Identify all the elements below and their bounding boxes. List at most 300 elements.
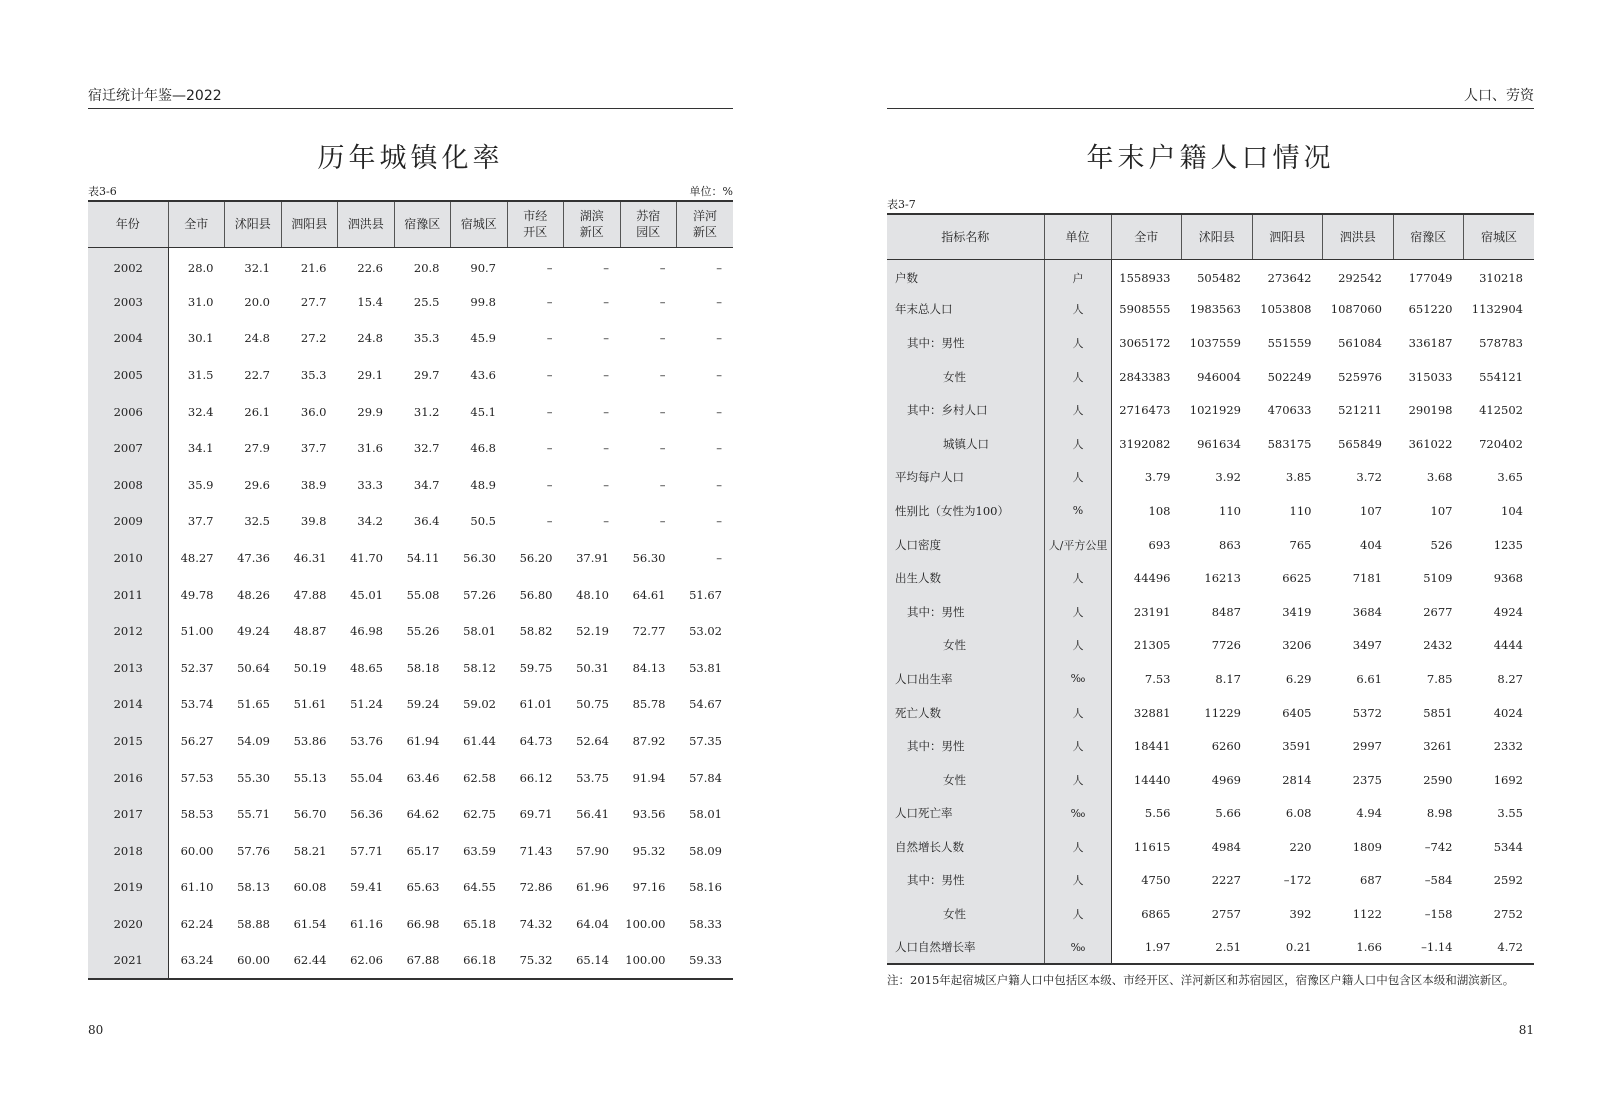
value-cell: 67.88 — [406, 953, 440, 968]
value-cell: 31.0 — [187, 294, 214, 309]
table-row — [88, 869, 733, 906]
table-number: 表3-7 — [887, 198, 916, 211]
value-cell: 58.33 — [689, 916, 722, 931]
value-cell: 5109 — [1423, 571, 1453, 586]
table-row — [88, 650, 733, 687]
value-cell: 58.01 — [463, 624, 496, 639]
value-cell: 46.31 — [293, 551, 327, 566]
section-title: 人口、劳资 — [1464, 88, 1534, 104]
column-header: 湖滨 新区 — [564, 201, 621, 247]
year-cell: 2007 — [88, 430, 168, 467]
table-title: 历年城镇化率 — [317, 143, 504, 174]
value-cell: – — [716, 260, 722, 275]
value-cell: 84.13 — [632, 660, 666, 675]
column-header: 泗阳县 — [1252, 214, 1323, 259]
indicator-name: 自然增长人数 — [887, 830, 1044, 864]
value-cell: 58.13 — [237, 880, 270, 895]
value-cell: 48.65 — [350, 660, 383, 675]
value-cell: 55.13 — [293, 770, 327, 785]
value-cell: 59.24 — [406, 697, 440, 712]
unit-cell: 人 — [1044, 293, 1111, 327]
page-number: 80 — [88, 1023, 104, 1037]
value-cell: 62.75 — [463, 807, 496, 822]
value-cell: 21.6 — [300, 260, 327, 275]
value-cell: 58.09 — [689, 843, 722, 858]
indicator-name: 出生人数 — [887, 561, 1044, 595]
column-header: 全市 — [168, 201, 225, 247]
indicator-name: 其中：男性 — [887, 864, 1044, 898]
value-cell: 58.88 — [237, 916, 270, 931]
value-cell: 273642 — [1267, 271, 1312, 286]
value-cell: 90.7 — [470, 260, 496, 275]
value-cell: 58.16 — [689, 880, 722, 895]
value-cell: 32.7 — [413, 441, 440, 456]
table-row — [887, 561, 1534, 595]
value-cell: 2997 — [1352, 739, 1382, 754]
year-cell: 2012 — [88, 613, 168, 650]
value-cell: 961634 — [1197, 436, 1241, 451]
value-cell: – — [659, 514, 666, 529]
value-cell: 3.72 — [1356, 470, 1382, 485]
value-cell: 59.41 — [350, 880, 383, 895]
value-cell: – — [546, 514, 553, 529]
value-cell: 3684 — [1352, 604, 1382, 619]
value-cell: –584 — [1424, 873, 1453, 888]
value-cell: – — [716, 331, 722, 346]
value-cell: 37.91 — [576, 551, 609, 566]
value-cell: 48.87 — [293, 624, 327, 639]
value-cell: 35.9 — [187, 477, 214, 492]
value-cell: 7.53 — [1144, 671, 1171, 686]
value-cell: 22.7 — [244, 368, 270, 383]
year-cell: 2016 — [88, 759, 168, 796]
value-cell: 91.94 — [632, 770, 666, 785]
value-cell: 7.85 — [1426, 671, 1453, 686]
column-header: 宿豫区 — [1393, 214, 1464, 259]
value-cell: 565849 — [1338, 436, 1382, 451]
value-cell: 65.17 — [406, 843, 440, 858]
value-cell: 87.92 — [632, 734, 666, 749]
value-cell: 28.0 — [187, 260, 214, 275]
value-cell: 54.67 — [689, 697, 722, 712]
value-cell: 97.16 — [632, 880, 666, 895]
value-cell: 5372 — [1352, 705, 1382, 720]
value-cell: 104 — [1501, 503, 1523, 518]
value-cell: 2677 — [1423, 604, 1453, 619]
table-row — [887, 461, 1534, 495]
column-header: 单位 — [1044, 214, 1111, 259]
table-row — [887, 864, 1534, 898]
column-header: 宿城区 — [451, 201, 508, 247]
year-cell: 2014 — [88, 686, 168, 723]
value-cell: 63.59 — [463, 843, 496, 858]
value-cell: – — [546, 404, 553, 419]
page-number: 81 — [1518, 1023, 1534, 1037]
value-cell: 1021929 — [1189, 403, 1241, 418]
value-cell: 4924 — [1493, 604, 1523, 619]
value-cell: 60.00 — [237, 953, 270, 968]
value-cell: 63.46 — [406, 770, 440, 785]
value-cell: 55.08 — [406, 587, 440, 602]
value-cell: – — [716, 404, 722, 419]
value-cell: 33.3 — [357, 477, 383, 492]
indicator-name: 人口密度 — [887, 528, 1044, 562]
value-cell: 290198 — [1408, 403, 1453, 418]
value-cell: 22.6 — [357, 260, 383, 275]
value-cell: 2375 — [1352, 772, 1382, 787]
value-cell: – — [659, 260, 666, 275]
table-row — [88, 759, 733, 796]
value-cell: 2.51 — [1215, 940, 1241, 955]
value-cell: 2332 — [1493, 739, 1523, 754]
value-cell: 107 — [1430, 503, 1453, 518]
indicator-name: 人口出生率 — [887, 662, 1044, 696]
year-cell: 2013 — [88, 650, 168, 687]
table-row — [88, 833, 733, 870]
value-cell: 2752 — [1493, 907, 1523, 922]
year-cell: 2004 — [88, 320, 168, 357]
year-cell: 2010 — [88, 540, 168, 577]
value-cell: 1122 — [1352, 907, 1382, 922]
value-cell: – — [603, 260, 609, 275]
value-cell: 2716473 — [1119, 403, 1171, 418]
value-cell: 5.56 — [1144, 806, 1171, 821]
year-cell: 2002 — [88, 247, 168, 284]
value-cell: 99.8 — [470, 294, 496, 309]
value-cell: 2227 — [1211, 873, 1241, 888]
value-cell: 1037559 — [1189, 335, 1241, 350]
unit-cell: 人 — [1044, 561, 1111, 595]
value-cell: 1983563 — [1189, 302, 1241, 317]
value-cell: – — [603, 331, 609, 346]
table-row — [88, 357, 733, 394]
year-cell: 2015 — [88, 723, 168, 760]
value-cell: – — [603, 368, 609, 383]
value-cell: 51.61 — [293, 697, 327, 712]
value-cell: 7181 — [1352, 571, 1382, 586]
value-cell: 48.9 — [470, 477, 496, 492]
table-row — [887, 393, 1534, 427]
value-cell: 24.8 — [357, 331, 383, 346]
table-row — [887, 797, 1534, 831]
yearbook-title: 宿迁统计年鉴—2022 — [88, 88, 222, 104]
value-cell: 56.27 — [180, 734, 214, 749]
value-cell: 50.19 — [293, 660, 327, 675]
value-cell: – — [546, 477, 553, 492]
value-cell: 66.98 — [406, 916, 440, 931]
column-header: 沭阳县 — [225, 201, 282, 247]
value-cell: 583175 — [1267, 436, 1312, 451]
indicator-name: 其中：男性 — [887, 326, 1044, 360]
table-row — [887, 729, 1534, 763]
value-cell: 37.7 — [187, 514, 214, 529]
value-cell: 6.08 — [1285, 806, 1312, 821]
table-row — [88, 320, 733, 357]
value-cell: 108 — [1148, 503, 1171, 518]
table-row — [88, 503, 733, 540]
table-row — [887, 326, 1534, 360]
value-cell: 11615 — [1133, 839, 1171, 854]
unit-cell: 人 — [1044, 427, 1111, 461]
indicator-name: 女性 — [887, 897, 1044, 931]
value-cell: 1558933 — [1119, 271, 1171, 286]
value-cell: 53.02 — [689, 624, 722, 639]
value-cell: 100.00 — [625, 916, 666, 931]
table-title: 年末户籍人口情况 — [1086, 143, 1335, 174]
value-cell: 53.76 — [350, 734, 383, 749]
value-cell: 57.71 — [350, 843, 383, 858]
value-cell: 310218 — [1479, 271, 1523, 286]
value-cell: 72.77 — [632, 624, 666, 639]
value-cell: – — [546, 441, 553, 456]
table-row — [887, 931, 1534, 965]
running-head — [887, 84, 1534, 109]
table-unit: 单位：% — [689, 185, 733, 198]
value-cell: 1235 — [1493, 537, 1523, 552]
table-row — [887, 427, 1534, 461]
value-cell: 20.8 — [413, 260, 440, 275]
value-cell: 30.1 — [187, 331, 214, 346]
value-cell: 45.01 — [350, 587, 383, 602]
value-cell: 36.0 — [300, 404, 327, 419]
value-cell: 1.97 — [1144, 940, 1171, 955]
unit-cell: ‰ — [1044, 797, 1111, 831]
value-cell: 58.21 — [293, 843, 327, 858]
value-cell: 4.72 — [1497, 940, 1523, 955]
value-cell: – — [546, 294, 553, 309]
table-row — [88, 247, 733, 284]
value-cell: 2432 — [1423, 638, 1453, 653]
value-cell: – — [603, 441, 609, 456]
value-cell: 51.65 — [237, 697, 270, 712]
value-cell: – — [659, 477, 666, 492]
value-cell: 75.32 — [519, 953, 553, 968]
value-cell: 1132904 — [1471, 302, 1523, 317]
value-cell: 62.58 — [463, 770, 496, 785]
column-header: 泗洪县 — [338, 201, 395, 247]
table-row — [88, 430, 733, 467]
unit-cell: 人/平方公里 — [1044, 528, 1111, 562]
table-header-row — [88, 201, 733, 247]
value-cell: 58.12 — [463, 660, 496, 675]
value-cell: 57.76 — [237, 843, 270, 858]
value-cell: 34.7 — [413, 477, 440, 492]
value-cell: 72.86 — [519, 880, 553, 895]
value-cell: 5344 — [1493, 839, 1523, 854]
value-cell: 1809 — [1352, 839, 1382, 854]
value-cell: –158 — [1424, 907, 1453, 922]
value-cell: 51.24 — [350, 697, 383, 712]
value-cell: 100.00 — [625, 953, 666, 968]
table-header-row — [887, 214, 1534, 259]
value-cell: 55.26 — [406, 624, 440, 639]
indicator-name: 其中：乡村人口 — [887, 393, 1044, 427]
value-cell: 687 — [1360, 873, 1382, 888]
value-cell: 29.6 — [244, 477, 270, 492]
value-cell: – — [716, 441, 722, 456]
indicator-name: 其中：男性 — [887, 729, 1044, 763]
value-cell: – — [659, 368, 666, 383]
value-cell: 392 — [1289, 907, 1312, 922]
table-note: 注：2015年起宿城区户籍人口中包括区本级、市经开区、洋河新区和苏宿园区，宿豫区户籍人口中包含区本级和湖滨新区。 — [887, 973, 1515, 987]
value-cell: 3.92 — [1215, 470, 1241, 485]
year-cell: 2019 — [88, 869, 168, 906]
value-cell: 765 — [1289, 537, 1312, 552]
value-cell: 220 — [1289, 839, 1312, 854]
value-cell: 23191 — [1133, 604, 1171, 619]
value-cell: 29.1 — [357, 368, 383, 383]
value-cell: 74.32 — [519, 916, 553, 931]
value-cell: 8.98 — [1426, 806, 1453, 821]
value-cell: 49.24 — [237, 624, 270, 639]
value-cell: 8.17 — [1215, 671, 1241, 686]
value-cell: 52.19 — [576, 624, 609, 639]
value-cell: 29.7 — [413, 368, 440, 383]
indicator-name: 其中：男性 — [887, 595, 1044, 629]
value-cell: 315033 — [1408, 369, 1453, 384]
value-cell: 64.04 — [576, 916, 609, 931]
table-row — [887, 763, 1534, 797]
value-cell: 47.88 — [293, 587, 327, 602]
value-cell: 525976 — [1338, 369, 1382, 384]
value-cell: 53.74 — [180, 697, 214, 712]
value-cell: 53.81 — [689, 660, 722, 675]
value-cell: – — [716, 514, 722, 529]
value-cell: 56.36 — [350, 807, 383, 822]
table-row — [88, 723, 733, 760]
value-cell: 41.70 — [350, 551, 383, 566]
value-cell: 48.10 — [576, 587, 609, 602]
value-cell: 34.1 — [187, 441, 214, 456]
value-cell: 7726 — [1211, 638, 1241, 653]
value-cell: 49.78 — [180, 587, 214, 602]
value-cell: 26.1 — [244, 404, 270, 419]
table-row — [88, 796, 733, 833]
value-cell: 863 — [1219, 537, 1241, 552]
value-cell: 61.44 — [463, 734, 496, 749]
table-row — [887, 696, 1534, 730]
unit-cell: 人 — [1044, 729, 1111, 763]
value-cell: 47.36 — [237, 551, 270, 566]
value-cell: 61.01 — [519, 697, 553, 712]
unit-cell: 人 — [1044, 897, 1111, 931]
value-cell: 3.65 — [1497, 470, 1523, 485]
value-cell: 15.4 — [357, 294, 383, 309]
value-cell: 59.02 — [463, 697, 496, 712]
right-page — [887, 0, 1534, 1099]
column-header: 指标名称 — [887, 214, 1044, 259]
table-row — [887, 662, 1534, 696]
value-cell: 56.80 — [519, 587, 553, 602]
value-cell: 107 — [1360, 503, 1382, 518]
value-cell: 59.75 — [519, 660, 553, 675]
value-cell: 4750 — [1141, 873, 1171, 888]
value-cell: 27.7 — [300, 294, 327, 309]
value-cell: 71.43 — [519, 843, 553, 858]
value-cell: 57.84 — [689, 770, 722, 785]
indicator-name: 女性 — [887, 629, 1044, 663]
value-cell: – — [716, 477, 722, 492]
value-cell: 526 — [1430, 537, 1453, 552]
value-cell: –742 — [1424, 839, 1453, 854]
value-cell: 50.31 — [576, 660, 609, 675]
value-cell: 2843383 — [1119, 369, 1171, 384]
column-header: 全市 — [1111, 214, 1182, 259]
value-cell: 3.68 — [1426, 470, 1453, 485]
value-cell: 57.90 — [576, 843, 609, 858]
value-cell: – — [659, 331, 666, 346]
value-cell: 292542 — [1338, 271, 1382, 286]
value-cell: 62.06 — [350, 953, 383, 968]
value-cell: 66.12 — [519, 770, 553, 785]
indicator-name: 女性 — [887, 360, 1044, 394]
year-cell: 2018 — [88, 833, 168, 870]
value-cell: 4.94 — [1356, 806, 1382, 821]
table-row — [887, 528, 1534, 562]
value-cell: 5.66 — [1215, 806, 1241, 821]
value-cell: 56.70 — [293, 807, 327, 822]
value-cell: 561084 — [1338, 335, 1382, 350]
value-cell: 8.27 — [1497, 671, 1523, 686]
value-cell: 6.61 — [1356, 671, 1382, 686]
indicator-name: 人口死亡率 — [887, 797, 1044, 831]
value-cell: 60.08 — [293, 880, 327, 895]
value-cell: 85.78 — [632, 697, 666, 712]
value-cell: 64.55 — [463, 880, 496, 895]
unit-cell: 人 — [1044, 595, 1111, 629]
value-cell: – — [603, 404, 609, 419]
value-cell: 57.26 — [463, 587, 496, 602]
unit-cell: % — [1044, 494, 1111, 528]
value-cell: 5908555 — [1119, 302, 1171, 317]
value-cell: 6865 — [1141, 907, 1171, 922]
value-cell: 45.9 — [470, 331, 496, 346]
value-cell: 62.44 — [293, 953, 327, 968]
value-cell: 27.2 — [300, 331, 327, 346]
value-cell: – — [659, 441, 666, 456]
value-cell: 1087060 — [1330, 302, 1382, 317]
value-cell: 14440 — [1133, 772, 1171, 787]
indicator-name: 年末总人口 — [887, 293, 1044, 327]
value-cell: 46.8 — [470, 441, 496, 456]
table-row — [88, 393, 733, 430]
value-cell: 404 — [1360, 537, 1382, 552]
value-cell: 39.8 — [300, 514, 327, 529]
value-cell: 31.2 — [413, 404, 440, 419]
year-cell: 2008 — [88, 467, 168, 504]
indicator-name: 性别比（女性为100） — [887, 494, 1044, 528]
value-cell: 37.7 — [300, 441, 327, 456]
value-cell: 54.11 — [406, 551, 440, 566]
value-cell: 110 — [1289, 503, 1312, 518]
value-cell: 4024 — [1493, 705, 1523, 720]
value-cell: 32.1 — [244, 260, 270, 275]
table-row — [887, 897, 1534, 931]
table-row — [88, 906, 733, 943]
value-cell: 61.16 — [350, 916, 383, 931]
value-cell: 3419 — [1282, 604, 1312, 619]
value-cell: – — [716, 551, 722, 566]
value-cell: 65.14 — [576, 953, 609, 968]
value-cell: 32881 — [1133, 705, 1171, 720]
value-cell: – — [546, 260, 553, 275]
table-row — [88, 613, 733, 650]
value-cell: – — [659, 294, 666, 309]
value-cell: 110 — [1219, 503, 1241, 518]
year-cell: 2020 — [88, 906, 168, 943]
value-cell: 35.3 — [300, 368, 327, 383]
value-cell: 3591 — [1282, 739, 1312, 754]
